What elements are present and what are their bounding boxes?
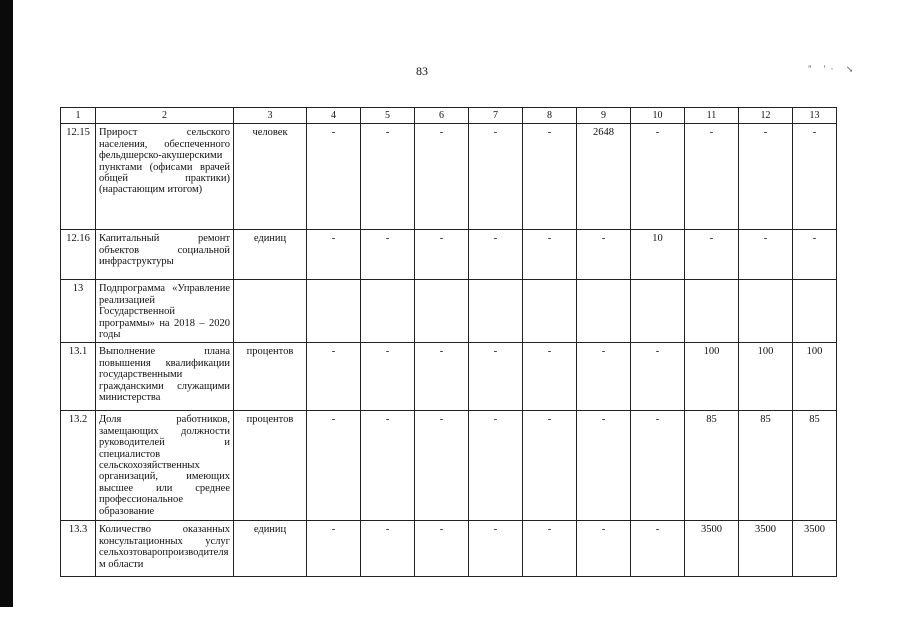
row-value: 3500: [685, 521, 739, 577]
column-header: 7: [469, 108, 523, 124]
row-value: -: [631, 343, 685, 411]
row-code: 13.1: [61, 343, 96, 411]
row-value: -: [577, 230, 631, 280]
row-value: -: [415, 343, 469, 411]
row-unit: человек: [234, 124, 307, 230]
column-header: 3: [234, 108, 307, 124]
row-value: 3500: [793, 521, 837, 577]
row-value: [631, 280, 685, 343]
row-value: -: [523, 411, 577, 521]
column-header: 11: [685, 108, 739, 124]
column-header: 8: [523, 108, 577, 124]
row-value: -: [469, 521, 523, 577]
row-value: 85: [793, 411, 837, 521]
column-header: 6: [415, 108, 469, 124]
table-row: [61, 411, 837, 521]
row-description: Прирост сельского населения, обеспеченного фельдшерско-акушерскими пунктами (офисами врачей общей практики) (нарастающим итогом): [96, 124, 234, 230]
row-value: -: [739, 124, 793, 230]
row-value: -: [523, 343, 577, 411]
page-number: 83: [416, 64, 428, 78]
row-value: -: [361, 521, 415, 577]
column-header: 12: [739, 108, 793, 124]
row-value: -: [307, 230, 361, 280]
row-value: -: [685, 230, 739, 280]
row-code: 13: [61, 280, 96, 343]
row-value: 85: [739, 411, 793, 521]
row-unit: процентов: [234, 343, 307, 411]
row-value: -: [469, 124, 523, 230]
row-value: -: [793, 124, 837, 230]
row-value: -: [307, 343, 361, 411]
row-value: 100: [793, 343, 837, 411]
row-value: -: [415, 411, 469, 521]
row-description: Количество оказанных консультационных услуг сельхозтоваропроизводителям области: [96, 521, 234, 577]
row-value: -: [469, 230, 523, 280]
column-header: 13: [793, 108, 837, 124]
row-value: [415, 280, 469, 343]
row-value: -: [631, 411, 685, 521]
row-value: -: [523, 521, 577, 577]
row-value: -: [415, 124, 469, 230]
row-value: -: [361, 230, 415, 280]
row-unit: единиц: [234, 230, 307, 280]
row-value: -: [361, 343, 415, 411]
corner-mark: " '· ↘: [808, 64, 859, 74]
row-description: Доля работников, замещающих должности руководителей и специалистов сельскохозяйственных организаций, имеющих высшее или среднее профессиональное образование: [96, 411, 234, 521]
row-unit: процентов: [234, 411, 307, 521]
row-value: -: [523, 124, 577, 230]
row-value: -: [631, 124, 685, 230]
row-value: [523, 280, 577, 343]
row-value: [793, 280, 837, 343]
table-row: [61, 343, 837, 411]
row-value: -: [577, 411, 631, 521]
row-unit: единиц: [234, 521, 307, 577]
row-value: -: [523, 230, 577, 280]
row-value: -: [685, 124, 739, 230]
row-value: [361, 280, 415, 343]
table-row: [61, 230, 837, 280]
column-header: 2: [96, 108, 234, 124]
row-value: [577, 280, 631, 343]
row-value: [307, 280, 361, 343]
row-value: -: [577, 521, 631, 577]
column-header: 9: [577, 108, 631, 124]
table-row: [61, 280, 837, 343]
table-row: [61, 124, 837, 230]
row-value: -: [361, 411, 415, 521]
row-value: -: [307, 521, 361, 577]
row-value: -: [469, 343, 523, 411]
row-value: -: [415, 230, 469, 280]
row-code: 12.15: [61, 124, 96, 230]
row-value: 85: [685, 411, 739, 521]
row-value: 10: [631, 230, 685, 280]
column-header: 1: [61, 108, 96, 124]
row-value: 100: [739, 343, 793, 411]
indicators-table: [60, 107, 837, 577]
row-value: -: [307, 411, 361, 521]
column-header: 10: [631, 108, 685, 124]
row-value: -: [361, 124, 415, 230]
row-value: [685, 280, 739, 343]
row-description: Выполнение плана повышения квалификации государственными гражданскими служащими министерства: [96, 343, 234, 411]
row-code: 12.16: [61, 230, 96, 280]
row-value: 2648: [577, 124, 631, 230]
row-description: Капитальный ремонт объектов социальной инфраструктуры: [96, 230, 234, 280]
row-value: -: [793, 230, 837, 280]
column-header: 4: [307, 108, 361, 124]
scan-edge-bar: [0, 0, 13, 607]
row-value: 3500: [739, 521, 793, 577]
row-description: Подпрограмма «Управление реализацией Государственной программы» на 2018 – 2020 годы: [96, 280, 234, 343]
row-code: 13.3: [61, 521, 96, 577]
header-row: [61, 108, 837, 124]
row-value: -: [631, 521, 685, 577]
column-header: 5: [361, 108, 415, 124]
row-value: -: [307, 124, 361, 230]
row-value: [469, 280, 523, 343]
row-value: -: [739, 230, 793, 280]
row-unit: [234, 280, 307, 343]
row-value: -: [469, 411, 523, 521]
row-value: [739, 280, 793, 343]
table-row: [61, 521, 837, 577]
row-code: 13.2: [61, 411, 96, 521]
row-value: 100: [685, 343, 739, 411]
row-value: -: [415, 521, 469, 577]
row-value: -: [577, 343, 631, 411]
